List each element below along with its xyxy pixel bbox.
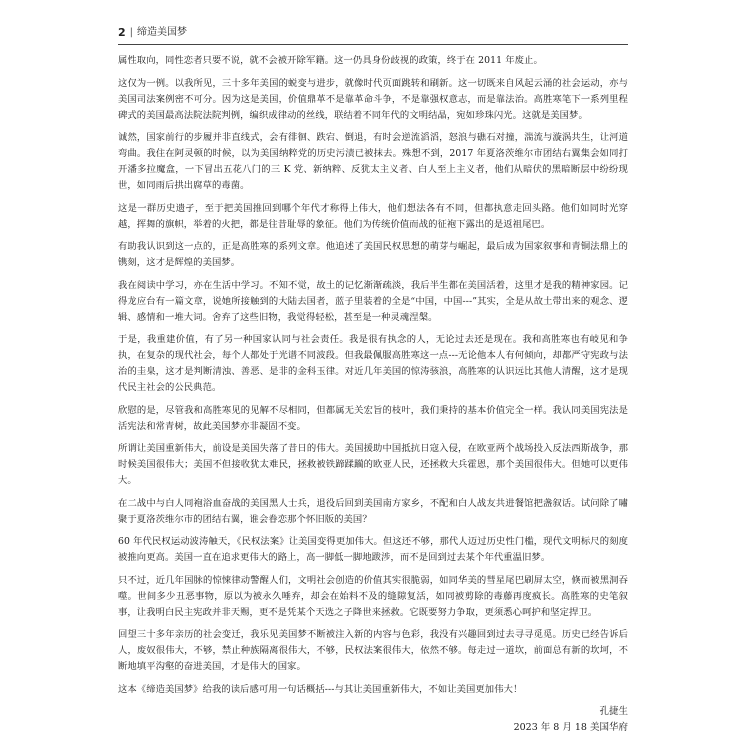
paragraph: 60 年代民权运动波涛触天，《民权法案》让美国变得更加伟大。但这还不够，那代人迈过历史性门槛，现代文明标尺的刻度被推向更高。美国一直在追求更伟大的路上，高一脚低一脚地跋涉，而不是回到过去某个年代重温旧梦。 [118, 536, 628, 563]
paragraph: 于是，我重建价值，有了另一种国家认同与社会责任。我是很有执念的人，无论过去还是现在。我和高胜寒也有岐见和争执，在复杂的现代社会，每个人都处于光谱不同波段。但我最佩服高胜寒这一点---无论他本人有何倾向，却都严守宪政与法治的圭臬，这才是判断清浊、善恶、是非的金科玉律。对近几年美国的惊涛骇浪，高胜寒的认识远比其他人清醒，这才是现代民主社会的公民典范。 [118, 334, 628, 393]
signature-date-place: 2023 年 8 月 18 美国华府 [513, 722, 628, 733]
paragraph: 回望三十多年亲历的社会变迁，我乐见美国梦不断被注入新的内容与色彩，我没有兴趣回到过去寻寻觅觅。历史已经告诉后人，废奴很伟大，不够，禁止种族隔离很伟大，不够，民权法案很伟大，依然不够。每走过一道坎，前面总有新的坎坷，不断地填平沟壑的奋进美国，才是伟大的国家。 [118, 629, 628, 672]
book-title: 缔造美国梦 [137, 27, 188, 38]
header-separator: | [129, 27, 134, 38]
paragraph: 这是一群历史遗孑，至于把美国推回到哪个年代才称得上伟大，他们想法各有不同，但都执意走回头路。他们如同时光穿越，挥舞的旗帜，举着的火把，都是往昔耻辱的象征。他们为传统价值而战的征袍下露出的是返祖尾巴。 [118, 202, 628, 230]
paragraph: 在二战中与白人同袍浴血奋战的美国黑人士兵，退役后回到美国南方家乡，不配和白人战友共进餐馆把盏叙话。试问除了嘯聚于夏洛茨维尔市的团结右翼，谁会眷恋那个怀旧版的美国？ [118, 497, 628, 525]
paragraph: 我在阅读中学习，亦在生活中学习。不知不觉，故土的记忆渐渐疏淡，我后半生都在美国活着，这里才是我的精神家园。记得龙应台有一篇文章，说她所接触到的大陆去国者，蓝子里装着的全是“中国，中国---”其实，全是从故土带出来的观念、逻辑、感情和一堆大词。舍弃了这些旧物，我觉得轻松，甚至是一种灵魂涅槃。 [118, 279, 628, 323]
paragraph: 欣慰的是，尽管我和高胜寒见的见解不尽相同，但都属无关宏旨的枝叶，我们秉持的基本价值完全一样。我认同美国宪法是活宪法和常青树，故此美国梦亦非凝固不变。 [118, 404, 628, 432]
paragraph: 这仅为一例。以我所见，三十多年美国的蜕变与进步，就像时代页面跳转和刷新。这一切既来自风起云涌的社会运动，亦与美国司法案例密不可分。因为这是美国，价值鼎革不是靠革命斗争，不是靠强权意志，而是靠法治。高胜寒笔下一系列里程碑式的美国最高法院法院判例，编织成律动的丝线，联结着不同年代的文明结晶，宛如珍珠闪光。这就是美国梦。 [118, 77, 628, 121]
paragraph: 这本《缔造美国梦》给我的读后感可用一句话概括---与其让美国重新伟大，不如让美国更加伟大！ [118, 683, 523, 695]
paragraph: 属性取向，同性恋者只要不说，就不会被开除军籍。这一仍具身份歧视的政策，终于在 2011 年废止。 [118, 55, 543, 66]
paragraph: 只不过，近几年国脉的惊悚律动警醒人们，文明社会创造的价值其实很脆弱，如同华美的彗星尾巴刷屏太空，倏而被黑洞吞噬。世间多少丑恶事物，原以为被永久唾弃，却会在始料不及的缝隙复活，如同被剪除的毒藤再度疯长。高胜寒的史笔叙事，让我明白民主宪政并非天赐，更不是凭某个天选之子降世来拯救。它既要努力争取，更须悉心呵护和坚定捍卫。 [118, 574, 628, 618]
paragraph: 诚然，国家前行的步履并非直线式，会有徘徊、跌宕、倒退，有时会逆流滔滔，怒浪与礁石对撞，湍流与漩涡共生，让河道弯曲。我住在阿灵顿的时候，以为美国纳粹党的历史污渍已被抹去。殊想不到，2017 年夏洛茨维尔市团结右翼集会如同打开潘多拉魔盒，一下冒出五花八门的三 K 党、新纳粹、反犹太主义者、白人至上主义者，他们从暗伏的黑暗断层中纷纷现世，如同雨后拱出腐草的毒菌。 [118, 132, 628, 191]
paragraph: 有助我认识到这一点的，正是高胜寒的系列文章。他追述了美国民权思想的萌芽与崛起，最后成为国家叙事和青铜法鼎上的镌刻，这才是辉煌的美国梦。 [118, 241, 628, 268]
signature-block [118, 704, 628, 736]
body-text [118, 53, 628, 698]
running-header [118, 26, 628, 45]
page-number: 2 [118, 26, 126, 39]
paragraph: 所谓让美国重新伟大，前设是美国失落了昔日的伟大。美国援助中国抵抗日寇入侵，在欧亚两个战场投入反法西斯战争，那时候美国很伟大；美国不但接收犹太难民，拯救被铁蹄蹂躏的欧亚人民，还拯救大兵霍恩，那个美国很伟大。但她可以更伟大。 [118, 443, 628, 486]
author-name: 孔捷生 [599, 706, 628, 717]
